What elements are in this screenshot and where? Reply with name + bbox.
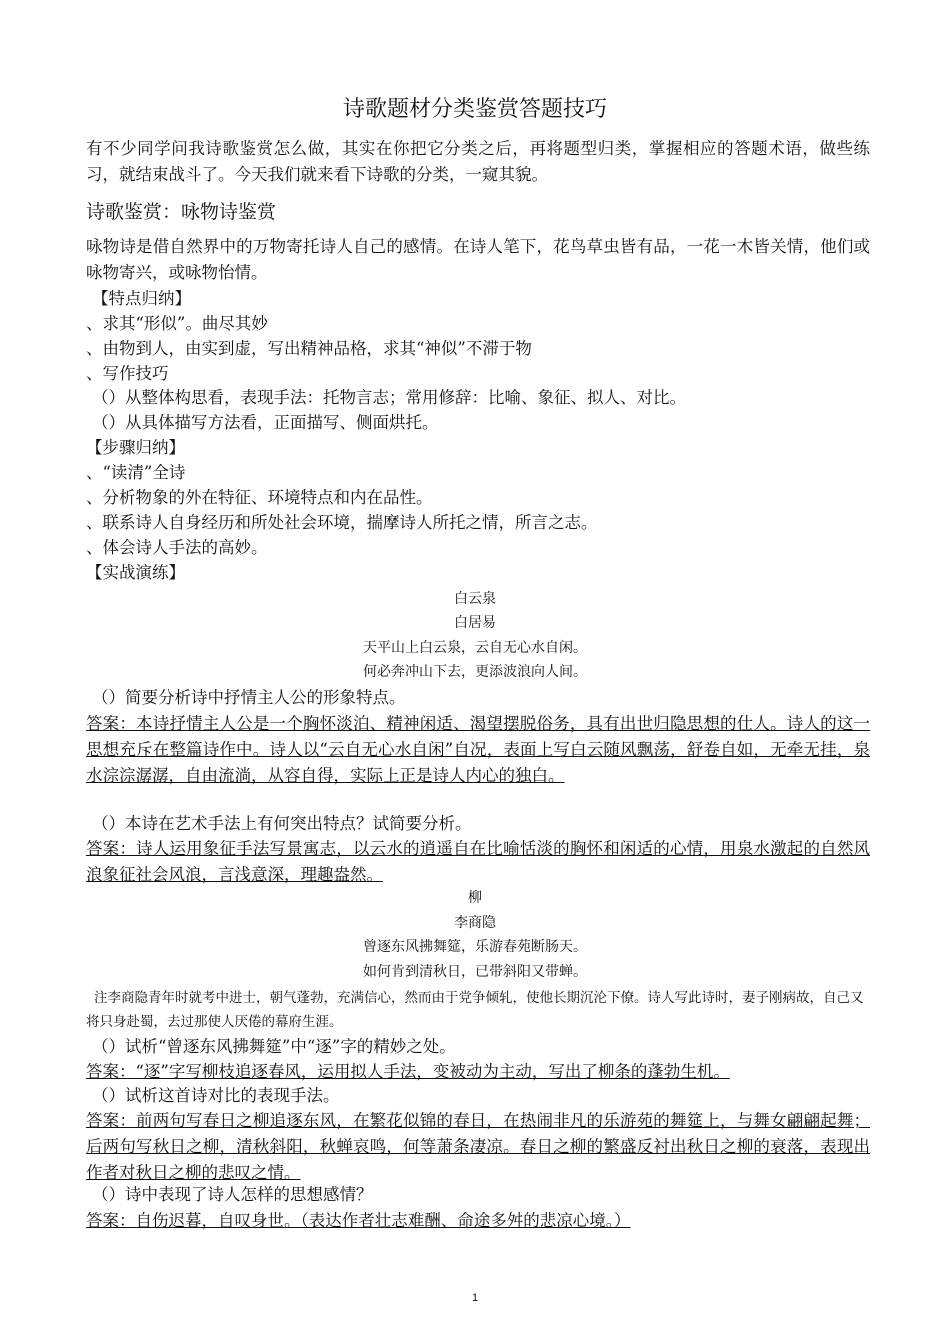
definition-paragraph: 咏物诗是借自然界中的万物寄托诗人自己的感情。在诗人笔下，花鸟草虫皆有品，一花一木皆关情，他们或咏物寄兴，或咏物怡情。 — [86, 237, 870, 282]
poem2-answer-3: 答案：自伤迟暮，自叹身世。（表达作者壮志难酬、命途多舛的悲凉心境。） — [86, 1211, 631, 1230]
poem2-question-1: （）试析“曾逐东风拂舞筵”中“逐”字的精妙之处。 — [92, 1037, 456, 1056]
poem1-line: 天平山上白云泉，云自无心水自闲。 — [363, 640, 587, 656]
poem1-answer-2: 答案：诗人运用象征手法写景寓志，以云水的逍遥自在比喻恬淡的胸怀和闲适的心情，用泉水激起的自然风浪象征社会风浪，言浅意深，理趣盎然。 — [86, 839, 870, 884]
feature-item: 、求其“形似”。曲尽其妙 — [86, 314, 268, 333]
step-item: 、“读清”全诗 — [86, 463, 186, 482]
section-heading: 诗歌鉴赏：咏物诗鉴赏 — [86, 201, 277, 223]
step-item: 、分析物象的外在特征、环境特点和内在品性。 — [86, 488, 433, 507]
step-item: 、体会诗人手法的高妙。 — [86, 538, 268, 557]
feature-item: 、写作技巧 — [86, 364, 169, 383]
feature-item: （）从具体描写方法看，正面描写、侧面烘托。 — [92, 413, 439, 432]
poem2-line: 曾逐东风拂舞筵，乐游春苑断肠天。 — [363, 939, 587, 955]
poem2-line: 如何肯到清秋日，已带斜阳又带蝉。 — [363, 964, 587, 980]
poem1-line: 何必奔冲山下去，更添波浪向人间。 — [363, 664, 587, 680]
poem1-author: 白居易 — [454, 615, 496, 631]
poem2-author: 李商隐 — [454, 915, 496, 931]
poem1-title: 白云泉 — [454, 591, 496, 607]
page-title: 诗歌题材分类鉴赏答题技巧 — [342, 97, 607, 122]
intro-paragraph: 有不少同学问我诗歌鉴赏怎么做，其实在你把它分类之后，再将题型归类，掌握相应的答题术语，做些练习，就结束战斗了。今天我们就来看下诗歌的分类，一窥其貌。 — [86, 139, 870, 184]
poem1-answer-1: 答案：本诗抒情主人公是一个胸怀淡泊、精神闲适、渴望摆脱俗务，具有出世归隐思想的仕人。诗人的这一思想充斥在整篇诗作中。诗人以“云自无心水自闲”自况，表面上写白云随风飘荡，舒卷自如，无牵无挂，泉水淙淙潺潺，自由流淌，从容自得，实际上正是诗人内心的独白。 — [86, 714, 870, 785]
step-item: 、联系诗人自身经历和所处社会环境，揣摩诗人所托之情，所言之志。 — [86, 513, 598, 532]
poem2-question-3: （）诗中表现了诗人怎样的思想感情？ — [92, 1185, 373, 1204]
steps-heading: 【步骤归纳】 — [86, 438, 185, 457]
practice-heading: 【实战演练】 — [86, 563, 185, 582]
poem1-question-1: （）简要分析诗中抒情主人公的形象特点。 — [92, 688, 406, 707]
poem2-answer-2: 答案：前两句写春日之柳追逐东风，在繁花似锦的春日，在热闹非凡的乐游苑的舞筵上，与舞女翩翩起舞；后两句写秋日之柳，清秋斜阳，秋蝉哀鸣，何等萧条凄凉。春日之柳的繁盛反衬出秋日之柳的衰落，表现出作者对秋日之柳的悲叹之情。 — [86, 1111, 870, 1182]
feature-item: 、由物到人，由实到虚，写出精神品格，求其“神似”不滞于物 — [86, 339, 532, 358]
page-number: 1 — [471, 1292, 479, 1304]
poem2-question-2: （）试析这首诗对比的表现手法。 — [92, 1086, 340, 1105]
poem2-answer-1: 答案：“逐”字写柳枝追逐春风，运用拟人手法，变被动为主动，写出了柳条的蓬勃生机。 — [86, 1062, 730, 1081]
feature-item: （）从整体构思看，表现手法：托物言志；常用修辞：比喻、象征、拟人、对比。 — [92, 388, 686, 407]
poem1-question-2: （）本诗在艺术手法上有何突出特点？试简要分析。 — [92, 814, 472, 833]
features-heading: 【特点归纳】 — [92, 289, 191, 308]
poem2-title: 柳 — [468, 890, 482, 906]
poem2-note: 注李商隐青年时就考中进士，朝气蓬勃，充满信心，然而由于党争倾轧，使他长期沉沦下僚。诗人写此诗时，妻子刚病故，自己又将只身赴蜀，去过那使人厌倦的幕府生涯。 — [86, 990, 864, 1030]
